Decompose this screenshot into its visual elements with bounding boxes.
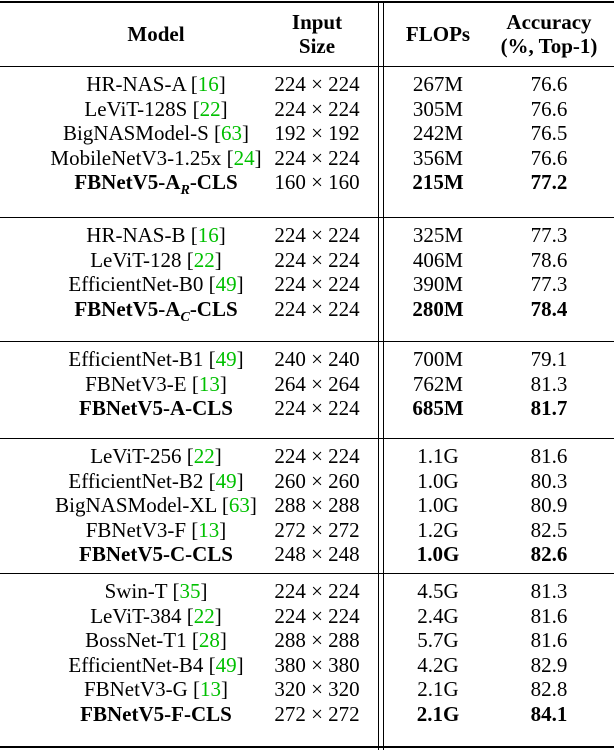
input-size-cell: 288 × 288 <box>274 628 360 652</box>
input-size-cell: 224 × 224 <box>274 145 360 170</box>
model-name-cell: HR-NAS-A [16] <box>86 72 226 96</box>
citation-link[interactable]: 22 <box>193 444 215 468</box>
bottom-rule <box>0 746 614 748</box>
accuracy-cell: 82.5 <box>530 517 568 542</box>
accuracy-cell: 80.3 <box>530 468 568 493</box>
citation-link[interactable]: 13 <box>198 371 220 396</box>
model-name-cell: BigNASModel-XL [63] <box>55 493 257 517</box>
input-size-cell: 320 × 320 <box>274 677 360 701</box>
flops-cell: 762M <box>412 371 464 396</box>
flops-cell: 5.7G <box>417 628 459 652</box>
citation-link[interactable]: 35 <box>179 579 201 603</box>
input-size-cell: 224 × 224 <box>274 444 360 468</box>
accuracy-cell: 77.3 <box>530 272 568 296</box>
model-name: FBNetV3-G <box>83 677 188 701</box>
model-name: LeViT-384 <box>90 603 182 628</box>
accuracy-cell: 78.6 <box>530 247 568 272</box>
flops-cell: 1.0G <box>417 468 459 493</box>
flops-cell: 1.0G <box>417 493 459 517</box>
flops-cell: 267M <box>412 72 464 96</box>
accuracy-cell: 81.3 <box>530 579 568 603</box>
model-name: FBNetV3-F <box>85 517 187 542</box>
model-name-suffix: -CLS <box>189 170 238 194</box>
flops-cell: 406M <box>412 247 464 272</box>
accuracy-cell: 80.9 <box>530 493 568 517</box>
flops-cell: 1.0G <box>416 542 460 566</box>
model-name: Swin-T <box>104 579 168 603</box>
accuracy-cell: 81.6 <box>530 444 568 468</box>
model-name-cell: EfficientNet-B4 [49] <box>68 652 244 677</box>
flops-cell: 280M <box>412 296 464 321</box>
citation-link[interactable]: 28 <box>198 628 220 652</box>
flops-cell: 1.2G <box>417 517 459 542</box>
model-name: BossNet-T1 <box>85 628 187 652</box>
model-name-suffix: -CLS <box>189 296 238 321</box>
flops-cell: 2.1G <box>417 677 459 701</box>
input-size-cell: 380 × 380 <box>274 652 360 677</box>
model-name: EfficientNet-B2 <box>68 468 204 493</box>
accuracy-cell: 81.3 <box>530 371 568 396</box>
model-name: FBNetV5-A <box>74 296 181 321</box>
model-name-cell: EfficientNet-B1 [49] <box>68 347 244 371</box>
header-flops: FLOPs <box>405 22 471 46</box>
input-size-cell: 224 × 224 <box>274 247 360 272</box>
accuracy-cell: 82.6 <box>530 542 568 566</box>
header-rule <box>0 66 614 67</box>
citation-link[interactable]: 63 <box>228 493 250 517</box>
model-name: LeViT-256 <box>90 444 182 468</box>
header-accuracy-line2: (%, Top-1) <box>500 34 598 58</box>
input-size-cell: 288 × 288 <box>274 493 360 517</box>
input-size-cell: 224 × 224 <box>274 579 360 603</box>
header-model: Model <box>127 22 185 46</box>
accuracy-cell: 81.6 <box>530 628 568 652</box>
header-input-size-line2: Size <box>298 34 336 58</box>
model-name: LeViT-128S <box>84 96 188 121</box>
accuracy-cell: 77.3 <box>530 223 568 247</box>
model-name-cell: MobileNetV3-1.25x [24] <box>50 145 262 170</box>
flops-cell: 242M <box>412 121 464 145</box>
model-name-cell: HR-NAS-B [16] <box>86 223 226 247</box>
citation-link[interactable]: 63 <box>221 121 243 145</box>
column-separator-right <box>383 1 384 750</box>
citation-link[interactable]: 49 <box>215 652 237 677</box>
input-size-cell: 224 × 224 <box>274 96 360 121</box>
citation-link[interactable]: 16 <box>197 223 219 247</box>
input-size-cell: 264 × 264 <box>274 371 360 396</box>
flops-cell: 325M <box>412 223 464 247</box>
model-name-cell: EfficientNet-B0 [49] <box>68 272 244 296</box>
model-name: BigNASModel-XL <box>55 493 217 517</box>
model-name: FBNetV5-F-CLS <box>80 701 232 726</box>
top-rule <box>0 1 614 3</box>
model-name-cell: Swin-T [35] <box>104 579 208 603</box>
model-name-cell: FBNetV3-F [13] <box>85 517 227 542</box>
accuracy-cell: 76.6 <box>530 72 568 96</box>
accuracy-cell: 81.7 <box>530 396 568 420</box>
input-size-cell: 224 × 224 <box>274 296 360 321</box>
model-name-cell: BossNet-T1 [28] <box>85 628 227 652</box>
input-size-cell: 272 × 272 <box>274 517 360 542</box>
model-name: FBNetV5-C-CLS <box>79 542 233 566</box>
model-name: HR-NAS-B <box>86 223 186 247</box>
model-name-cell: EfficientNet-B2 [49] <box>68 468 244 493</box>
model-name: FBNetV3-E <box>85 371 187 396</box>
flops-cell: 1.1G <box>417 444 459 468</box>
citation-link[interactable]: 24 <box>233 145 255 170</box>
group-rule <box>0 341 614 342</box>
group-rule <box>0 573 614 574</box>
model-name: HR-NAS-A <box>86 72 186 96</box>
input-size-cell: 224 × 224 <box>274 396 360 420</box>
model-name-cell: FBNetV3-E [13] <box>85 371 227 396</box>
model-name: MobileNetV3-1.25x <box>50 145 222 170</box>
header-input-size-line1: Input <box>291 10 343 34</box>
input-size-cell: 224 × 224 <box>274 223 360 247</box>
input-size-cell: 260 × 260 <box>274 468 360 493</box>
model-name-cell: LeViT-256 [22] <box>90 444 222 468</box>
citation-link[interactable]: 22 <box>193 603 215 628</box>
citation-link[interactable]: 49 <box>215 468 237 493</box>
model-name-cell: LeViT-128S [22] <box>84 96 228 121</box>
input-size-cell: 192 × 192 <box>274 121 360 145</box>
accuracy-cell: 84.1 <box>530 701 568 726</box>
model-name-cell: FBNetV3-G [13] <box>83 677 229 701</box>
citation-link[interactable]: 22 <box>199 96 221 121</box>
accuracy-cell: 77.2 <box>530 170 568 194</box>
model-name: EfficientNet-B1 <box>68 347 204 371</box>
accuracy-cell: 78.4 <box>530 296 568 321</box>
model-name: LeViT-128 <box>90 247 182 272</box>
header-accuracy-line1: Accuracy <box>506 10 592 34</box>
model-name: EfficientNet-B0 <box>68 272 204 296</box>
flops-cell: 305M <box>412 96 464 121</box>
input-size-cell: 248 × 248 <box>274 542 360 566</box>
citation-link[interactable]: 13 <box>200 677 222 701</box>
accuracy-cell: 82.8 <box>530 677 568 701</box>
flops-cell: 685M <box>412 396 464 420</box>
flops-cell: 215M <box>412 170 464 194</box>
input-size-cell: 240 × 240 <box>274 347 360 371</box>
citation-link[interactable]: 16 <box>197 72 219 96</box>
model-name-cell: LeViT-128 [22] <box>90 247 222 272</box>
group-rule <box>0 217 614 218</box>
model-name-subscript: C <box>180 309 190 325</box>
accuracy-cell: 81.6 <box>530 603 568 628</box>
model-name-subscript: R <box>180 183 190 198</box>
accuracy-cell: 76.6 <box>530 145 568 170</box>
accuracy-cell: 76.6 <box>530 96 568 121</box>
accuracy-cell: 79.1 <box>530 347 568 371</box>
accuracy-cell: 76.5 <box>530 121 568 145</box>
flops-cell: 2.4G <box>417 603 459 628</box>
input-size-cell: 224 × 224 <box>274 72 360 96</box>
model-name: EfficientNet-B4 <box>68 652 204 677</box>
flops-cell: 700M <box>412 347 464 371</box>
model-name: BigNASModel-S <box>62 121 209 145</box>
input-size-cell: 160 × 160 <box>274 170 360 194</box>
input-size-cell: 224 × 224 <box>274 272 360 296</box>
model-name-cell: LeViT-384 [22] <box>90 603 222 628</box>
accuracy-cell: 82.9 <box>530 652 568 677</box>
flops-cell: 356M <box>412 145 464 170</box>
flops-cell: 2.1G <box>416 701 460 726</box>
group-rule <box>0 438 614 439</box>
citation-link[interactable]: 13 <box>198 517 220 542</box>
flops-cell: 4.5G <box>417 579 459 603</box>
model-name: FBNetV5-A-CLS <box>79 396 233 420</box>
input-size-cell: 272 × 272 <box>274 701 360 726</box>
flops-cell: 4.2G <box>417 652 459 677</box>
input-size-cell: 224 × 224 <box>274 603 360 628</box>
model-name: FBNetV5-A <box>74 170 181 194</box>
citation-link[interactable]: 49 <box>215 272 237 296</box>
flops-cell: 390M <box>412 272 464 296</box>
model-name-cell: BigNASModel-S [63] <box>62 121 250 145</box>
citation-link[interactable]: 22 <box>193 247 215 272</box>
citation-link[interactable]: 49 <box>215 347 237 371</box>
